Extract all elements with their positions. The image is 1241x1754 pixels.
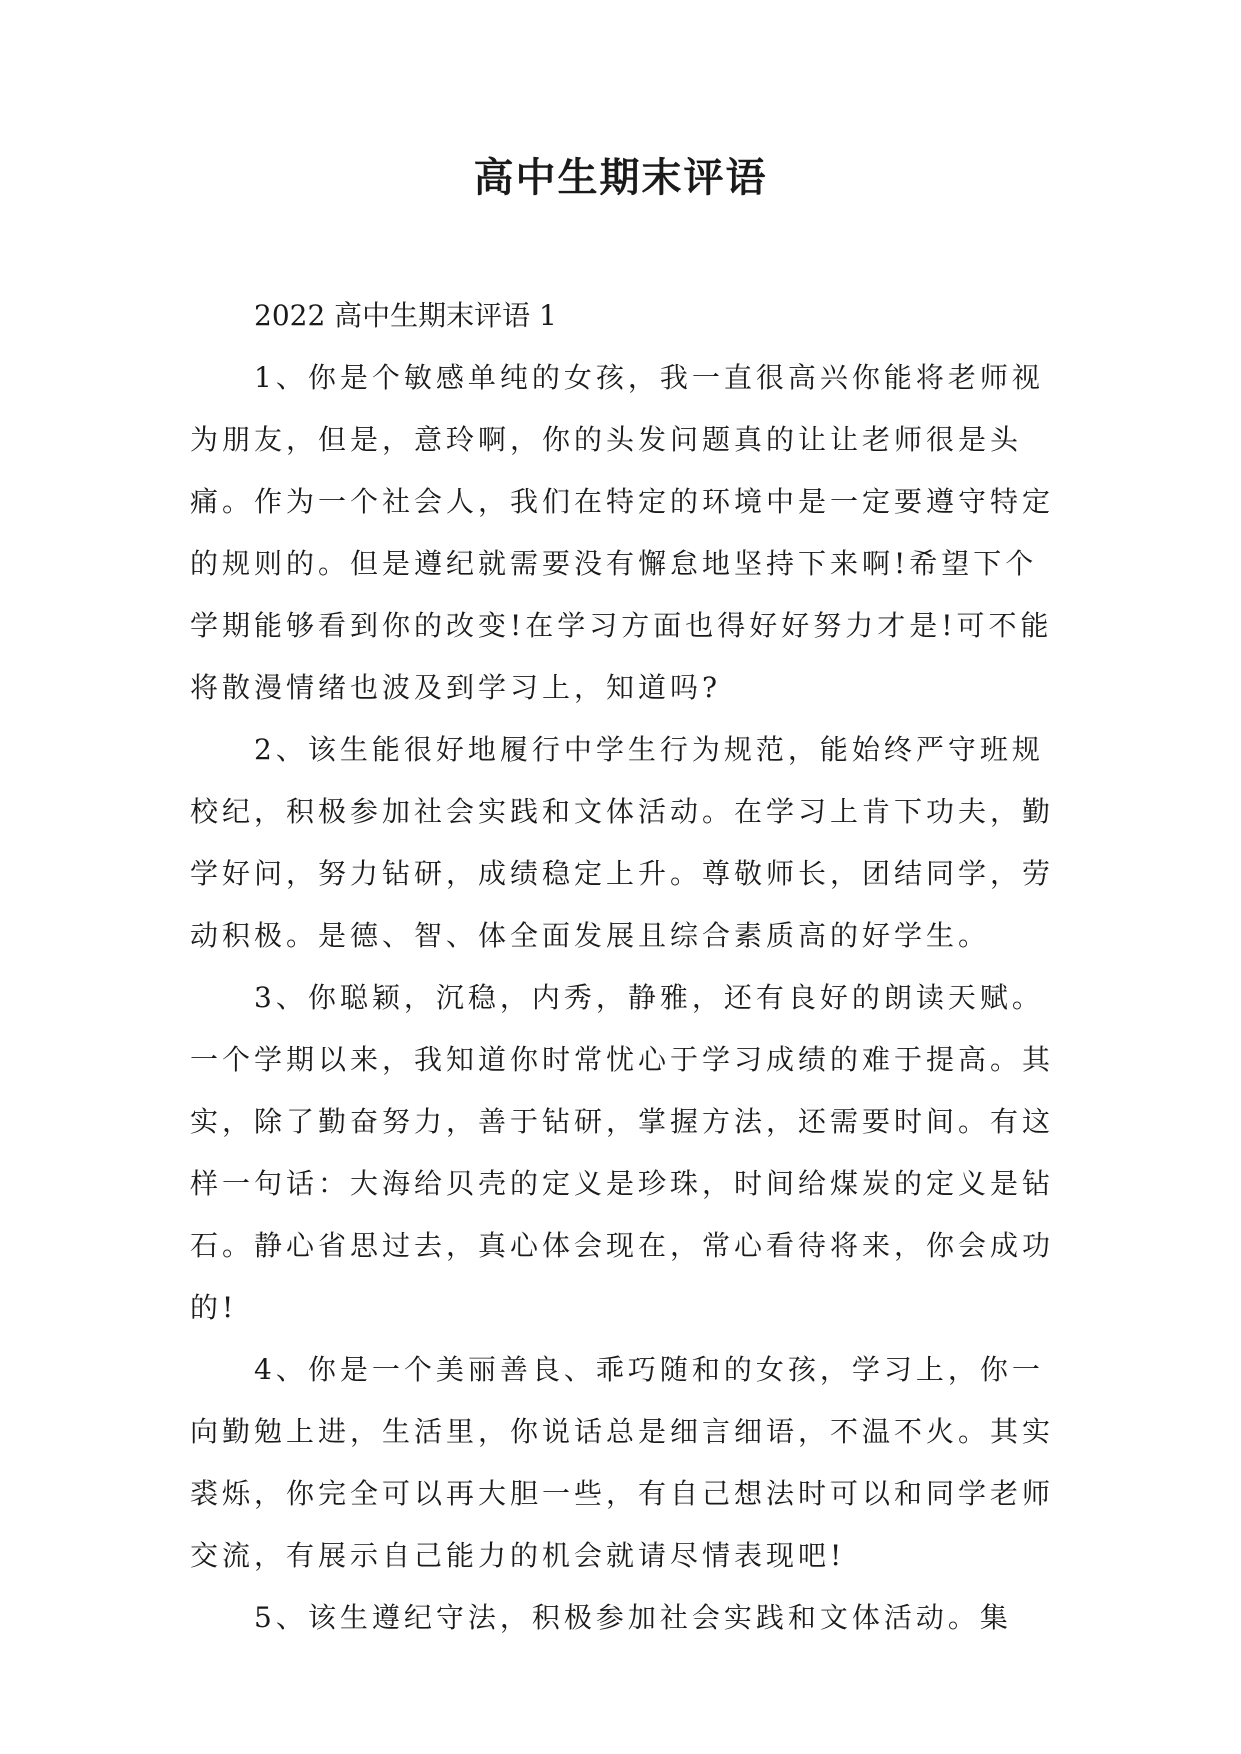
- comment-paragraph-2: 2、该生能很好地履行中学生行为规范，能始终严守班规校纪，积极参加社会实践和文体活动。在学习上肯下功夫，勤学好问，努力钻研，成绩稳定上升。尊敬师长，团结同学，劳动积极。是德、智、体全面发展且综合素质高的好学生。: [190, 733, 1055, 952]
- document-title: 高中生期末评语: [473, 154, 768, 201]
- comment-paragraph-5: 5、该生遵纪守法，积极参加社会实践和文体活动。集: [254, 1601, 1012, 1634]
- comment-paragraph-3: 3、你聪颖，沉稳，内秀，静雅，还有良好的朗读天赋。一个学期以来，我知道你时常忧心于学习成绩的难于提高。其实，除了勤奋努力，善于钻研，掌握方法，还需要时间。有这样一句话：大海给贝壳的定义是珍珠，时间给煤炭的定义是钻石。静心省思过去，真心体会现在，常心看待将来，你会成功的!: [190, 981, 1055, 1324]
- comment-paragraph-1: 1、你是个敏感单纯的女孩，我一直很高兴你能将老师视为朋友，但是，意玲啊，你的头发问题真的让让老师很是头痛。作为一个社会人，我们在特定的环境中是一定要遵守特定的规则的。但是遵纪就需要没有懈怠地坚持下来啊!希望下个学期能够看到你的改变!在学习方面也得好好努力才是!可不能将散漫情绪也波及到学习上，知道吗?: [190, 361, 1055, 704]
- section-subheading: 2022 高中生期末评语 1: [254, 299, 557, 332]
- comment-paragraph-4: 4、你是一个美丽善良、乖巧随和的女孩，学习上，你一向勤勉上进，生活里，你说话总是细言细语，不温不火。其实裘烁，你完全可以再大胆一些，有自己想法时可以和同学老师交流，有展示自己能力的机会就请尽情表现吧!: [190, 1353, 1055, 1572]
- document-body: [190, 285, 1055, 1649]
